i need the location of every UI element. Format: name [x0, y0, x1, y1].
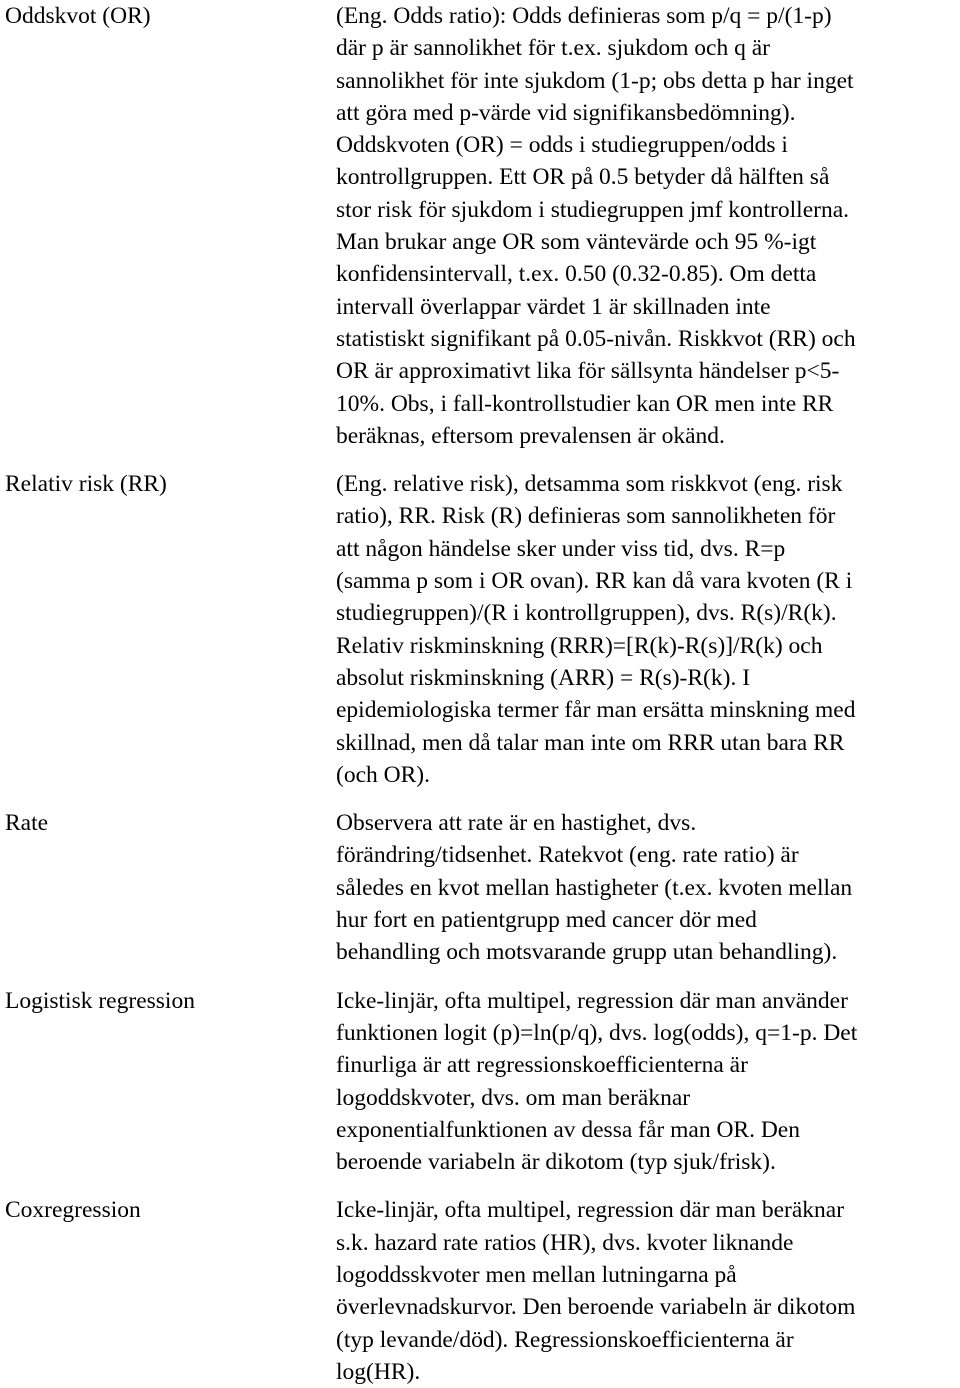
- definition-line: log(HR).: [336, 1358, 421, 1385]
- definition-line: OR är approximativt lika för sällsynta händelser p<5-: [336, 358, 840, 385]
- definition-line: (samma p som i OR ovan). RR kan då vara kvoten (R i: [336, 568, 853, 595]
- glossary-entry-rate: [0, 807, 960, 968]
- definition-line: Icke-linjär, ofta multipel, regression där man beräknar: [336, 1197, 845, 1224]
- term-logistisk-regression: Logistisk regression: [5, 987, 195, 1014]
- definition-line: där p är sannolikhet för t.ex. sjukdom och q är: [336, 35, 770, 62]
- definition-logistisk-regression: [336, 985, 960, 1179]
- definition-line: skillnad, men då talar man inte om RRR utan bara RR: [336, 729, 845, 756]
- glossary-entry-relativ-risk: [0, 468, 960, 791]
- glossary-entry-logistisk-regression: [0, 985, 960, 1179]
- definition-line: att göra med p-värde vid signifikansbedömning).: [336, 99, 796, 126]
- definition-line: sannolikhet för inte sjukdom (1-p; obs detta p har inget: [336, 67, 854, 94]
- definition-line: ratio), RR. Risk (R) definieras som sannolikheten för: [336, 503, 836, 530]
- definition-coxregression: [336, 1194, 960, 1388]
- definition-line: Observera att rate är en hastighet, dvs.: [336, 810, 697, 837]
- definition-line: Oddskvoten (OR) = odds i studiegruppen/odds i: [336, 132, 788, 159]
- definition-line: (och OR).: [336, 761, 430, 788]
- definition-line: 10%. Obs, i fall-kontrollstudier kan OR men inte RR: [336, 390, 834, 417]
- glossary-entry-coxregression: [0, 1194, 960, 1388]
- term-oddskvot: Oddskvot (OR): [5, 3, 151, 29]
- definition-line: Man brukar ange OR som väntevärde och 95 %-igt: [336, 229, 817, 256]
- definition-line: att någon händelse sker under viss tid, dvs. R=p: [336, 535, 786, 562]
- definition-line: exponentialfunktionen av dessa får man OR. Den: [336, 1116, 800, 1143]
- definition-line: konfidensintervall, t.ex. 0.50 (0.32-0.85). Om detta: [336, 261, 817, 288]
- definition-line: logoddskvoter, dvs. om man beräknar: [336, 1084, 691, 1111]
- definition-line: kontrollgruppen. Ett OR på 0.5 betyder då hälften så: [336, 164, 830, 191]
- definition-line: funktionen logit (p)=ln(p/q), dvs. log(odds), q=1-p. Det: [336, 1019, 858, 1046]
- glossary-entry-oddskvot: [0, 0, 960, 452]
- definition-line: förändring/tidsenhet. Ratekvot (eng. rate ratio) är: [336, 842, 799, 869]
- definition-oddskvot: [336, 0, 960, 452]
- definition-line: stor risk för sjukdom i studiegruppen jmf kontrollerna.: [336, 196, 850, 223]
- definition-line: absolut riskminskning (ARR) = R(s)-R(k). I: [336, 664, 751, 691]
- definition-line: beräknas, eftersom prevalensen är okänd.: [336, 422, 725, 449]
- definition-line: epidemiologiska termer får man ersätta minskning med: [336, 697, 856, 724]
- definition-line: statistiskt signifikant på 0.05-nivån. Riskkvot (RR) och: [336, 325, 856, 352]
- definition-line: överlevnadskurvor. Den beroende variabeln är dikotom: [336, 1294, 856, 1321]
- term-relativ-risk: Relativ risk (RR): [5, 471, 167, 498]
- term-rate: Rate: [5, 810, 49, 837]
- definition-line: således en kvot mellan hastigheter (t.ex. kvoten mellan: [336, 874, 853, 901]
- definition-rate: [336, 807, 960, 968]
- definition-line: Icke-linjär, ofta multipel, regression där man använder: [336, 987, 848, 1014]
- definition-line: behandling och motsvarande grupp utan behandling).: [336, 939, 838, 966]
- definition-line: (Eng. relative risk), detsamma som riskkvot (eng. risk: [336, 471, 843, 498]
- definition-relativ-risk: [336, 468, 960, 791]
- definition-line: (Eng. Odds ratio): Odds definieras som p/q = p/(1-p): [336, 3, 832, 29]
- definition-line: intervall överlappar värdet 1 är skillnaden inte: [336, 293, 771, 320]
- definition-line: beroende variabeln är dikotom (typ sjuk/frisk).: [336, 1149, 776, 1176]
- definition-line: logoddsskvoter men mellan lutningarna på: [336, 1261, 737, 1288]
- definition-line: hur fort en patientgrupp med cancer dör med: [336, 907, 757, 934]
- definition-line: studiegruppen)/(R i kontrollgruppen), dvs. R(s)/R(k).: [336, 600, 837, 627]
- term-coxregression: Coxregression: [5, 1197, 141, 1224]
- definition-line: (typ levande/död). Regressionskoefficienterna är: [336, 1326, 794, 1353]
- definition-line: s.k. hazard rate ratios (HR), dvs. kvoter liknande: [336, 1229, 794, 1256]
- definition-line: Relativ riskminskning (RRR)=[R(k)-R(s)]/R(k) och: [336, 632, 823, 659]
- definition-line: finurliga är att regressionskoefficienterna är: [336, 1052, 748, 1079]
